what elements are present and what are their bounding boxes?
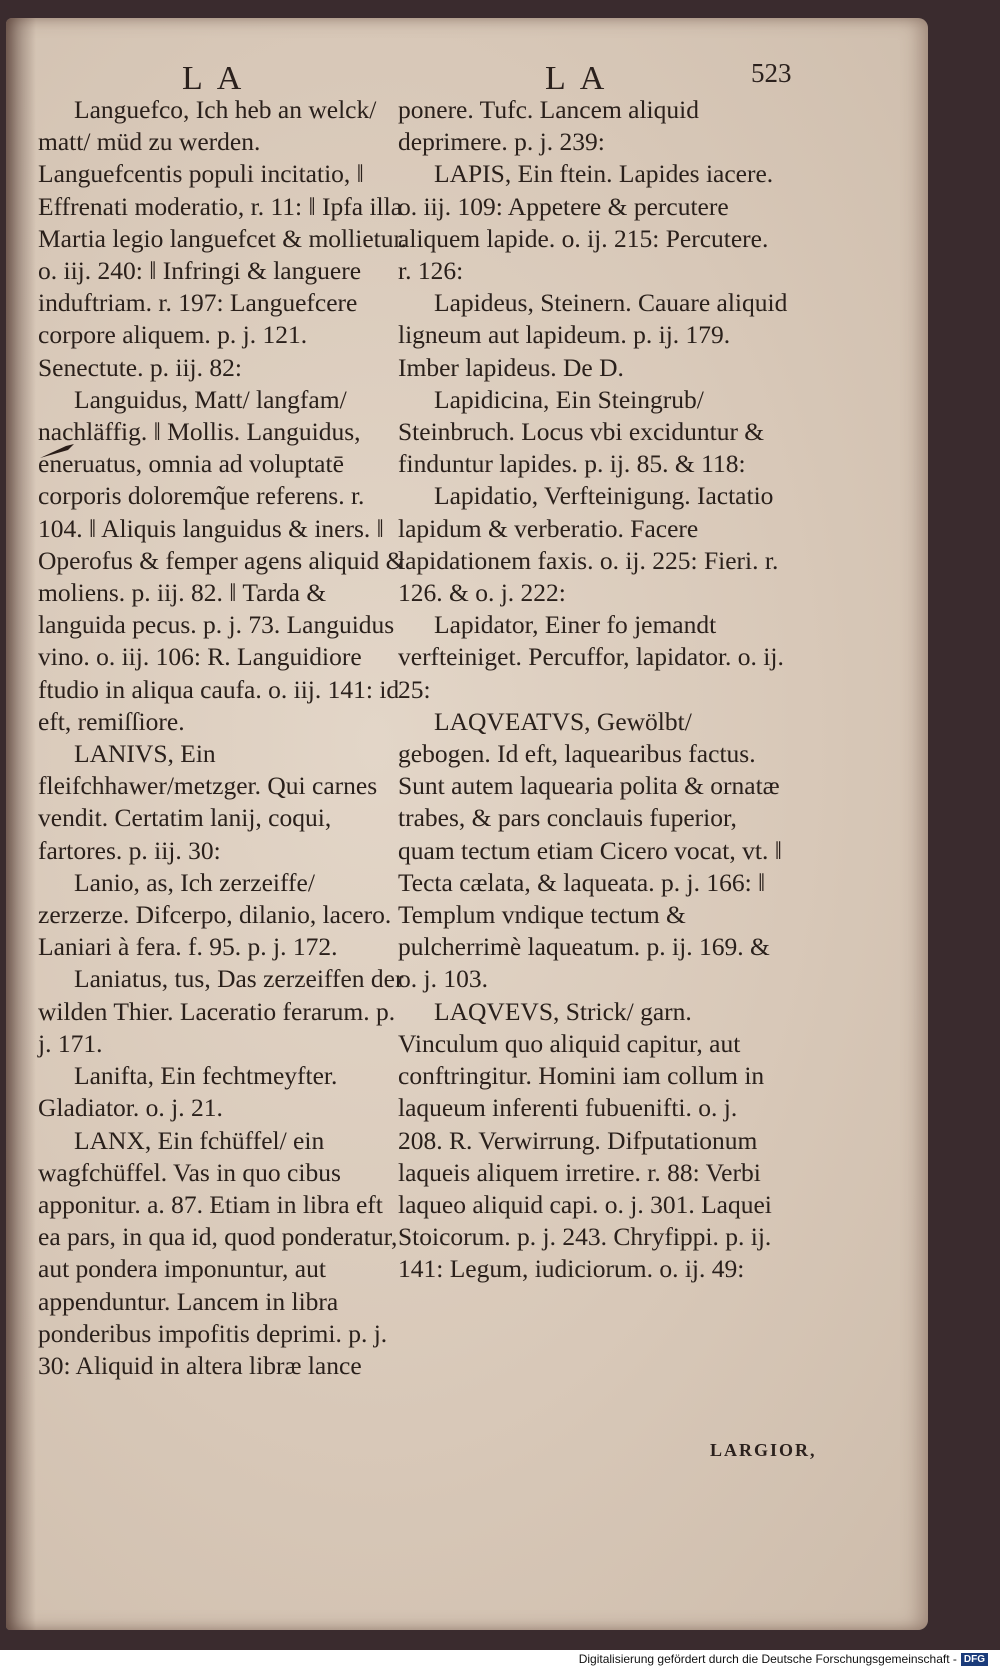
entry-laqueus: LAQVEVS, Strick/ garn. Vinculum quo aliquid capitur, aut conftringitur. Homini iam collum in laqueum inferenti fubuenifti. o. j. 208. R. Verwirrung. Difputationum laqueis aliquem irretire. r. 88: Verbi laqueo aliquid capi. o. j. 301. Laquei Stoicorum. p. j. 243. Chryfippi. p. ij. 141: Legum, iudiciorum. o. ij. 49: xyxy=(398,996,772,1284)
catchword: LARGIOR, xyxy=(710,1440,817,1460)
dfg-logo-icon: DFG xyxy=(961,1653,988,1666)
right-column xyxy=(398,94,788,1286)
entry-languesco: Languefco, Ich heb an welck/ matt/ müd zu werden. Languefcentis populi incitatio, ‖ Effrenati moderatio, r. 11: ‖ Ipfa illa Martia legio languefcet & mollietur. o. iij. 240: ‖ Infringi & languere induftriam. r. 197: Languefcere corpore aliquem. p. j. 121. Senectute. p. iij. 82: xyxy=(38,95,407,382)
entry-lapidatio: Lapidatio, Verfteinigung. Iactatio lapidum & verberatio. Facere lapidationem faxis. o. ij. 225: Fieri. r. 126. & o. j. 222: xyxy=(398,481,779,608)
entry-lanx: LANX, Ein fchüffel/ ein wagfchüffel. Vas in quo cibus apponitur. a. 87. Etiam in libra eft ea pars, in qua id, quod ponderatur, aut pondera imponuntur, aut appenduntur. Lancem in libra ponderibus impofitis deprimi. p. j. 30: Aliquid in altera libræ lance xyxy=(38,1125,398,1380)
entry-lanx-continued: ponere. Tufc. Lancem aliquid deprimere. p. j. 239: xyxy=(398,95,699,157)
entry-languidus: Languidus, Matt/ langfam/ nachläffig. ‖ Mollis. Languidus, eneruatus, omnia ad voluptatē corporis doloremq̃ue referens. r. 104. ‖ Aliquis languidus & iners. ‖ Operofus & femper agens aliquid & moliens. p. iij. 82. ‖ Tarda & languida pecus. p. j. 73. Languidus vino. o. iij. 106: R. Languidiore ftudio in aliqua caufa. o. iij. 141: id eft, remiſſiore. xyxy=(38,384,406,736)
entry-lanio: Lanio, as, Ich zerzeiffe/ zerzerze. Difcerpo, dilanio, lacero. Laniari à fera. f. 95. p. j. 172. xyxy=(38,867,392,962)
right-running-head: LA xyxy=(545,60,619,97)
footer-credit xyxy=(579,1652,988,1666)
entry-laniatus: Laniatus, tus, Das zerzeiffen der wilden Thier. Laceratio ferarum. p. j. 171. xyxy=(38,964,404,1058)
gutter-shadow xyxy=(6,18,36,1630)
entry-lanista: Lanifta, Ein fechtmeyfter. Gladiator. o. j. 21. xyxy=(38,1061,338,1123)
page-number: 523 xyxy=(751,58,792,88)
entry-lanius: LANIVS, Ein fleifchhawer/metzger. Qui carnes vendit. Certatim lanij, coqui, fartores. p. iij. 30: xyxy=(38,739,378,865)
entry-lapidicina: Lapidicina, Ein Steingrub/ Steinbruch. Locus vbi exciduntur & finduntur lapides. p. ij. 85. & 118: xyxy=(398,384,765,479)
left-column xyxy=(38,94,408,1382)
entry-lapideus: Lapideus, Steinern. Cauare aliquid ligneum aut lapideum. p. ij. 179. Imber lapideus. De D. xyxy=(398,288,788,382)
footer-credit-text: Digitalisierung gefördert durch die Deutsche Forschungsgemeinschaft - xyxy=(578,1652,957,1666)
entry-lapidator: Lapidator, Einer fo jemandt verfteiniget. Percuffor, lapidator. o. ij. 25: xyxy=(398,610,784,704)
entry-laqueatus: LAQVEATVS, Gewölbt/ gebogen. Id eft, laquearibus factus. Sunt autem laquearia polita & ornatæ trabes, & pars conclauis fuperior, quam tectum etiam Cicero vocat, vt. ‖ Tecta cælata, & laqueata. p. j. 166: ‖ Templum vndique tectum & pulcherrimè laqueatum. p. ij. 169. & o. j. 103. xyxy=(398,706,782,994)
entry-lapis: LAPIS, Ein ftein. Lapides iacere. o. iij. 109: Appetere & percutere aliquem lapide. o. ij. 215: Percutere. r. 126: xyxy=(398,159,774,286)
left-running-head: LA xyxy=(182,60,256,97)
